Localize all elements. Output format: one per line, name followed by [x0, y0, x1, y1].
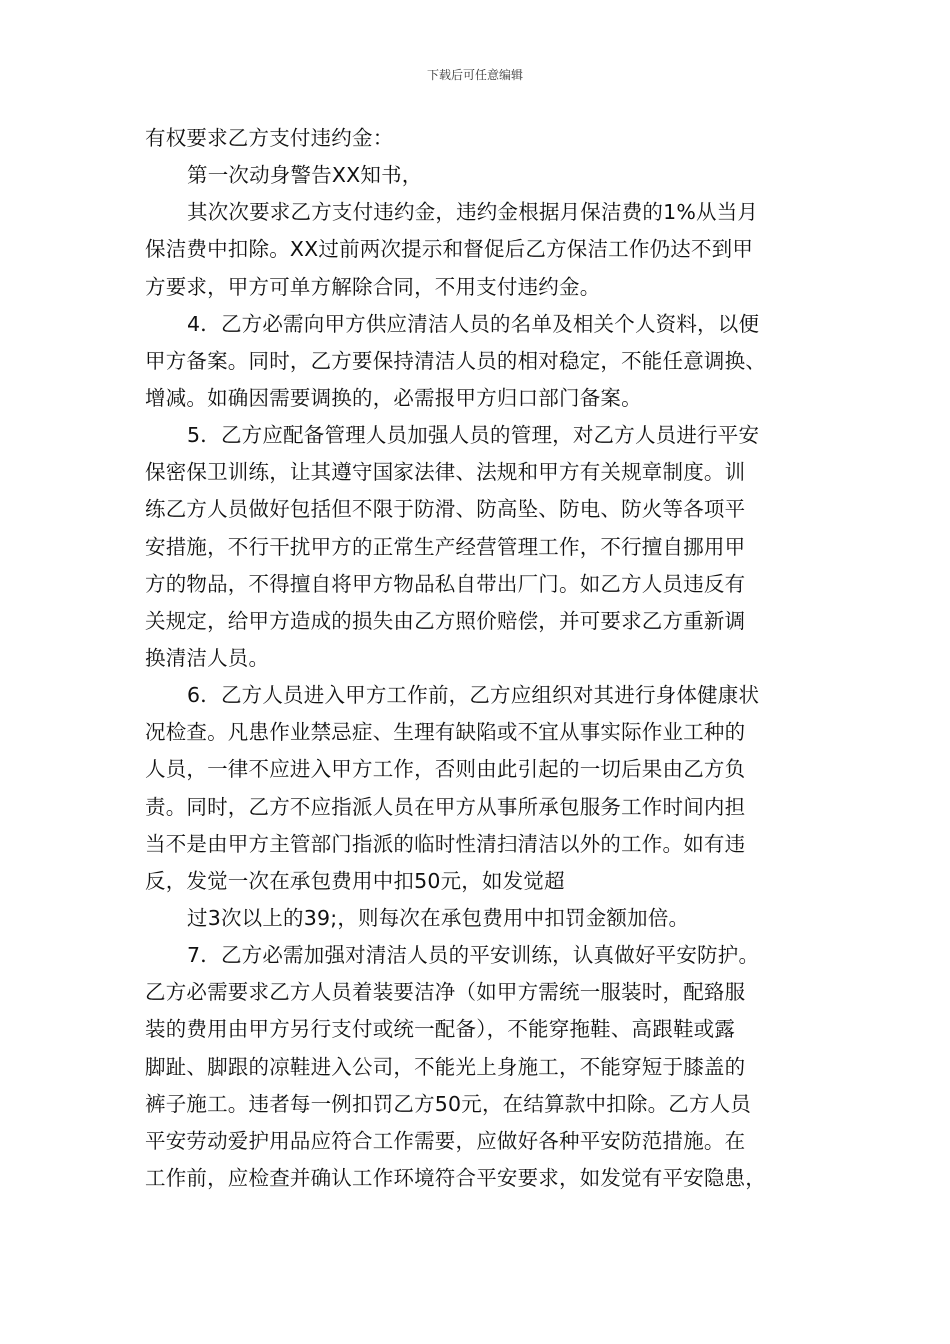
paragraph-line: 其次次要求乙方支付违约金，违约金根据月保洁费的1%从当月 [187, 200, 759, 225]
paragraph-line: 6．乙方人员进入甲方工作前，乙方应组织对其进行身体健康状 [187, 683, 760, 708]
paragraph-line: 乙方必需要求乙方人员着装要洁净（如甲方需统一服装时，配臵服 [145, 980, 746, 1005]
paragraph-line: 关规定，给甲方造成的损失由乙方照价赔偿，并可要求乙方重新调 [145, 608, 746, 633]
paragraph-line: 7．乙方必需加强对清洁人员的平安训练，认真做好平安防护。 [187, 943, 760, 968]
paragraph-line: 保洁费中扣除。XX过前两次提示和督促后乙方保洁工作仍达不到甲 [145, 237, 754, 262]
paragraph-line: 4．乙方必需向甲方供应清洁人员的名单及相关个人资料，以便 [187, 311, 760, 336]
document-body [145, 120, 809, 1197]
paragraph-line: 有权要求乙方支付违约金： [145, 126, 394, 150]
paragraph-line: 人员，一律不应进入甲方工作，否则由此引起的一切后果由乙方负 [145, 757, 746, 782]
paragraph-line: 平安劳动爱护用品应符合工作需要，应做好各种平安防范措施。在 [145, 1128, 746, 1153]
paragraph-line: 练乙方人员做好包括但不限于防滑、防高坠、防电、防火等各项平 [145, 497, 746, 522]
paragraph-line: 方的物品，不得擅自将甲方物品私自带出厂门。如乙方人员违反有 [145, 571, 746, 596]
paragraph-line: 增减。如确因需要调换的，必需报甲方归口部门备案。 [145, 385, 642, 410]
paragraph-line: 方要求，甲方可单方解除合同，不用支付违约金。 [145, 274, 601, 299]
paragraph-line: 况检查。凡患作业禁忌症、生理有缺陷或不宜从事实际作业工种的 [145, 720, 746, 745]
page-header: 下载后可任意编辑 [426, 68, 523, 82]
paragraph-line: 安措施，不行干扰甲方的正常生产经营管理工作，不行擅自挪用甲 [145, 534, 746, 559]
paragraph-line: 第一次动身警告XX知书， [187, 163, 423, 188]
paragraph-line: 裤子施工。违者每一例扣罚乙方50元，在结算款中扣除。乙方人员 [145, 1091, 752, 1116]
paragraph-line: 过3次以上的39;，则每次在承包费用中扣罚金额加倍。 [187, 905, 690, 930]
paragraph-line: 当不是由甲方主管部门指派的临时性清扫清洁以外的工作。如有违 [145, 831, 746, 856]
paragraph-line: 换清洁人员。 [145, 645, 270, 670]
paragraph-line: 脚趾、脚跟的凉鞋进入公司，不能光上身施工，不能穿短于膝盖的 [145, 1054, 746, 1079]
paragraph-line: 5．乙方应配备管理人员加强人员的管理，对乙方人员进行平安 [187, 423, 760, 448]
paragraph-line: 保密保卫训练，让其遵守国家法律、法规和甲方有关规章制度。训 [145, 460, 746, 485]
paragraph-line: 反，发觉一次在承包费用中扣50元，如发觉超 [145, 868, 565, 893]
paragraph-line: 责。同时，乙方不应指派人员在甲方从事所承包服务工作时间内担 [145, 794, 746, 819]
paragraph-line: 工作前，应检查并确认工作环境符合平安要求，如发觉有平安隐患， [145, 1165, 766, 1190]
paragraph-line: 甲方备案。同时，乙方要保持清洁人员的相对稳定，不能任意调换、 [145, 348, 766, 373]
paragraph-line: 装的费用由甲方另行支付或统一配备），不能穿拖鞋、高跟鞋或露 [145, 1017, 736, 1042]
